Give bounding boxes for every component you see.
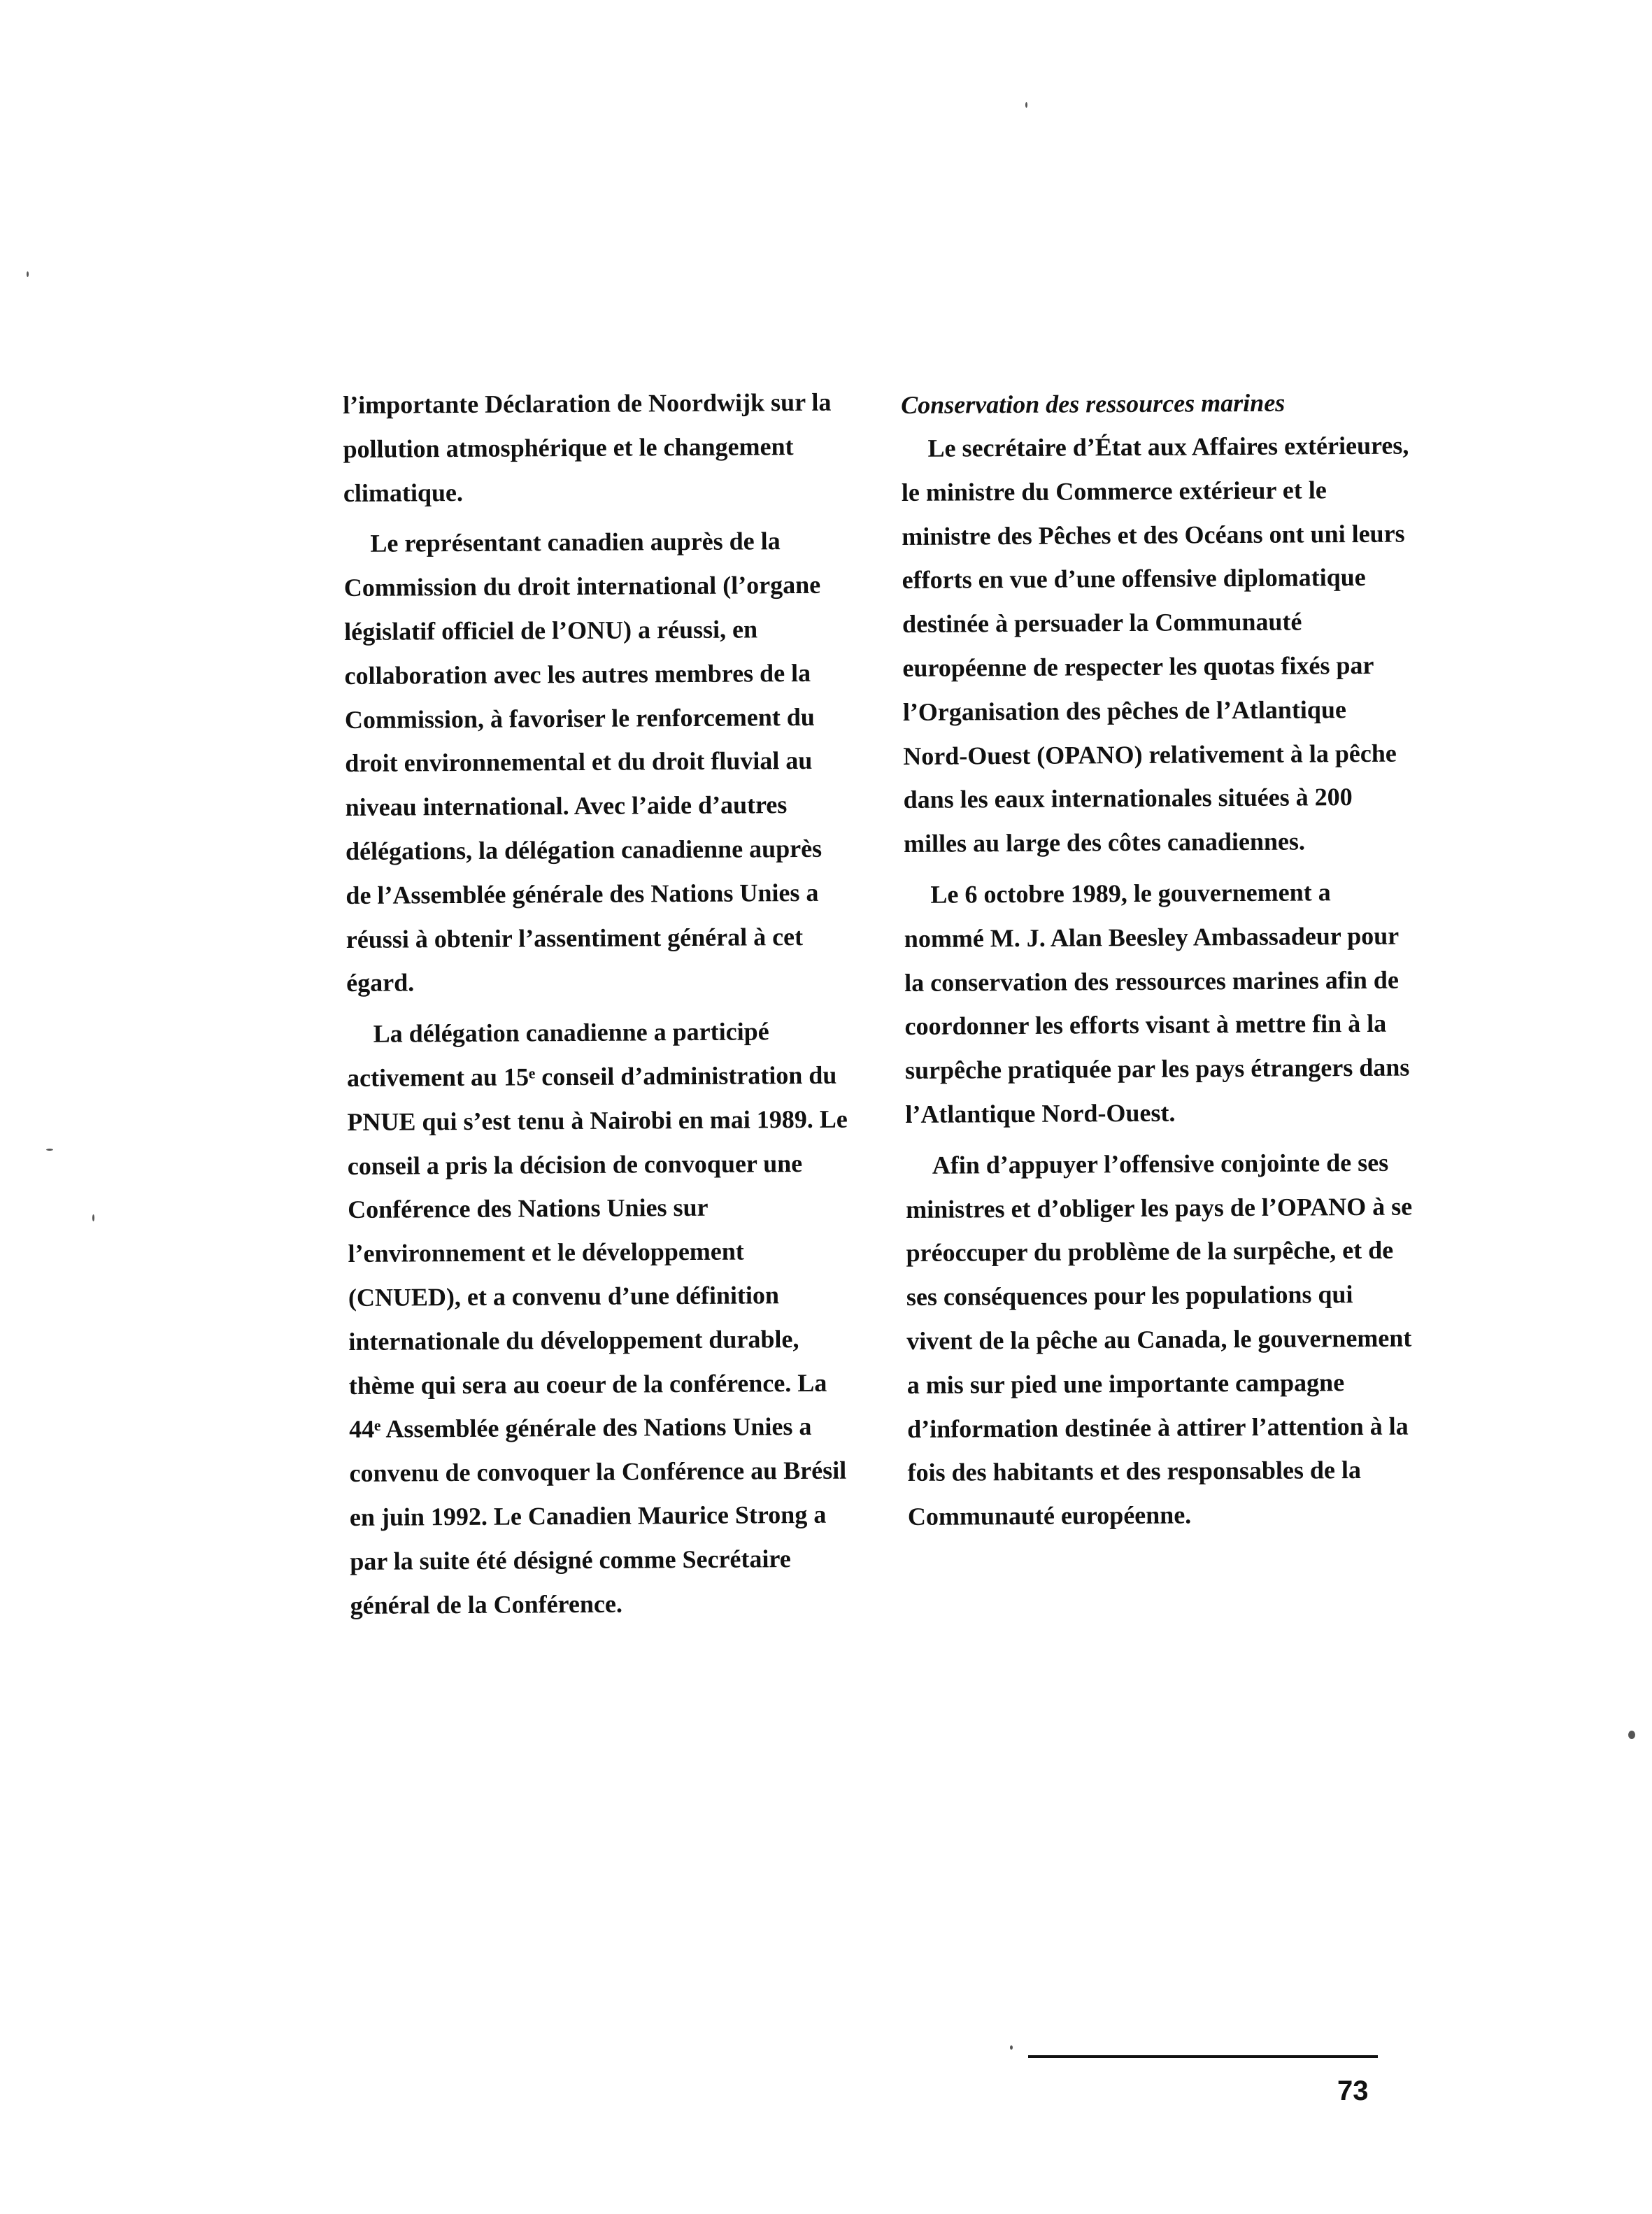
scan-speck	[1010, 2045, 1013, 2050]
left-column	[343, 381, 854, 1635]
scan-speck	[27, 271, 29, 277]
paragraph: l’importante Déclaration de Noordwijk sur la pollution atmosphérique et le changement climatique.	[343, 388, 832, 507]
paragraph: La délégation canadienne a participé activement au 15ᵉ conseil d’administration du PNUE qui s’est tenu à Nairobi en mai 1989. Le conseil a pris la décision de convoquer une Conférence des Nations Unies sur l’environnement et le développement (CNUED), et a convenu d’une définition internationale du développement durable, thème qui sera au coeur de la conférence. La 44ᵉ Assemblée générale des Nations Unies a convenu de convoquer la Conférence au Brésil en juin 1992. Le Canadien Maurice Strong a par la suite été désigné comme Secrétaire général de la Conférence.	[346, 1017, 848, 1619]
scan-speck	[1025, 102, 1027, 108]
paragraph: Le secrétaire d’État aux Affaires extérieures, le ministre du Commerce extérieur et le ministre des Pêches et des Océans ont uni leurs efforts en vue d’une offensive diplomatique destinée à persuader la Communauté européenne de respecter les quotas fixés par l’Organisation des pêches de l’Atlantique Nord-Ouest (OPANO) relativement à la pêche dans les eaux internationales situées à 200 milles au large des côtes canadiennes.	[901, 431, 1409, 858]
right-column	[901, 381, 1418, 1546]
scan-speck	[92, 1214, 94, 1221]
scan-speck	[46, 1149, 53, 1151]
page-number: 73	[1337, 2075, 1369, 2106]
paragraph: Le représentant canadien auprès de la Commission du droit international (l’organe législatif officiel de l’ONU) a réussi, en collaboration avec les autres membres de la Commission, à favoriser le renforcement du droit environnemental et du droit fluvial au niveau international. Avec l’aide d’autres délégations, la délégation canadienne auprès de l’Assemblée générale des Nations Unies a réussi à obtenir l’assentiment général à cet égard.	[343, 527, 823, 998]
paragraph: Afin d’appuyer l’offensive conjointe de ses ministres et d’obliger les pays de l’OPANO à se préoccuper du problème de la surpêche, et de ses conséquences pour les populations qui vivent de la pêche au Canada, le gouvernement a mis sur pied une importante campagne d’information destinée à attirer l’attention à la fois des habitants et des responsables de la Communauté européenne.	[906, 1148, 1413, 1531]
scan-speck	[1628, 1731, 1635, 1739]
section-heading: Conservation des ressources marines	[901, 388, 1286, 419]
paragraph: Le 6 octobre 1989, le gouvernement a nommé M. J. Alan Beesley Ambassadeur pour la conservation des ressources marines afin de coordonner les efforts visant à mettre fin à la surpêche pratiquée par les pays étrangers dans l’Atlantique Nord-Ouest.	[904, 878, 1410, 1128]
footer-rule	[1028, 2055, 1378, 2058]
